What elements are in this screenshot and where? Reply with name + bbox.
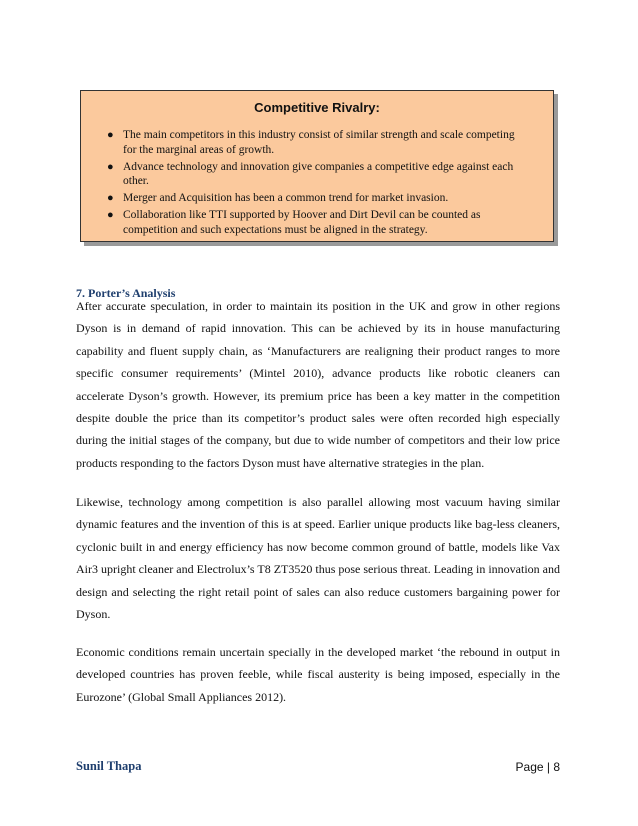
bullet-item: [107, 208, 527, 238]
footer-author: Sunil Thapa: [76, 759, 142, 773]
bullet-icon: ●: [107, 160, 114, 173]
bullet-item: [107, 128, 527, 158]
bullet-icon: ●: [107, 192, 114, 205]
bullet-item: [107, 160, 527, 190]
bullet-text: The main competitors in this industry consist of similar strength and scale competing for the marginal areas of growth.: [123, 129, 515, 156]
bullet-text: Merger and Acquisition has been a common trend for market invasion.: [123, 192, 449, 205]
bullet-icon: ●: [107, 208, 114, 221]
bullet-text: Advance technology and innovation give companies a competitive edge against each other.: [123, 160, 514, 188]
box-title: Competitive Rivalry:: [254, 100, 380, 115]
paragraph-economic-conditions: Economic conditions remain uncertain specially in the developed market ‘the rebound in output in developed countries has proven feeble, while fiscal austerity is being imposed, especially in the Eurozone’ (Global Small Appliances 2012).: [76, 645, 560, 704]
bullet-list: [107, 128, 527, 240]
competitive-rivalry-box: [80, 90, 560, 248]
section-heading: 7. Porter’s Analysis: [76, 286, 176, 300]
paragraph-technology: Likewise, technology among competition is also parallel allowing most vacuum having similar dynamic features and the invention of this is at speed. Earlier unique products like bag-less cleaners, cyclonic built in and energy efficiency has now become common ground of battle, models like Vax Air3 upright cleaner and Electrolux’s T8 ZT3520 thus pose serious threat. Leading in innovation and design and selecting the right retail point of sales can also reduce customers bargaining power for Dyson.: [76, 495, 560, 622]
bullet-item: [107, 191, 527, 206]
paragraph-porters-analysis: After accurate speculation, in order to maintain its position in the UK and grow in other regions Dyson is in demand of rapid innovation. This can be achieved by its in house manufacturing capability and fluent supply chain, as ‘Manufacturers are realigning their product ranges to more specific consumer requirements’ (Mintel 2010), advance products like robotic cleaners can accelerate Dyson’s growth. However, its premium price has been a key matter in the competition despite double the price than its competitor’s product sales were often recorded high especially during the initial stages of the company, but due to wide number of competitors and their low price products responding to the factors Dyson must have alternative strategies in the plan.: [76, 299, 560, 470]
bullet-icon: ●: [107, 129, 114, 141]
footer-page-number: Page | 8: [515, 760, 560, 774]
bullet-text: Collaboration like TTI supported by Hoover and Dirt Devil can be counted as competition and such expectations must be aligned in the strategy.: [123, 208, 481, 236]
box-body: [80, 90, 554, 242]
